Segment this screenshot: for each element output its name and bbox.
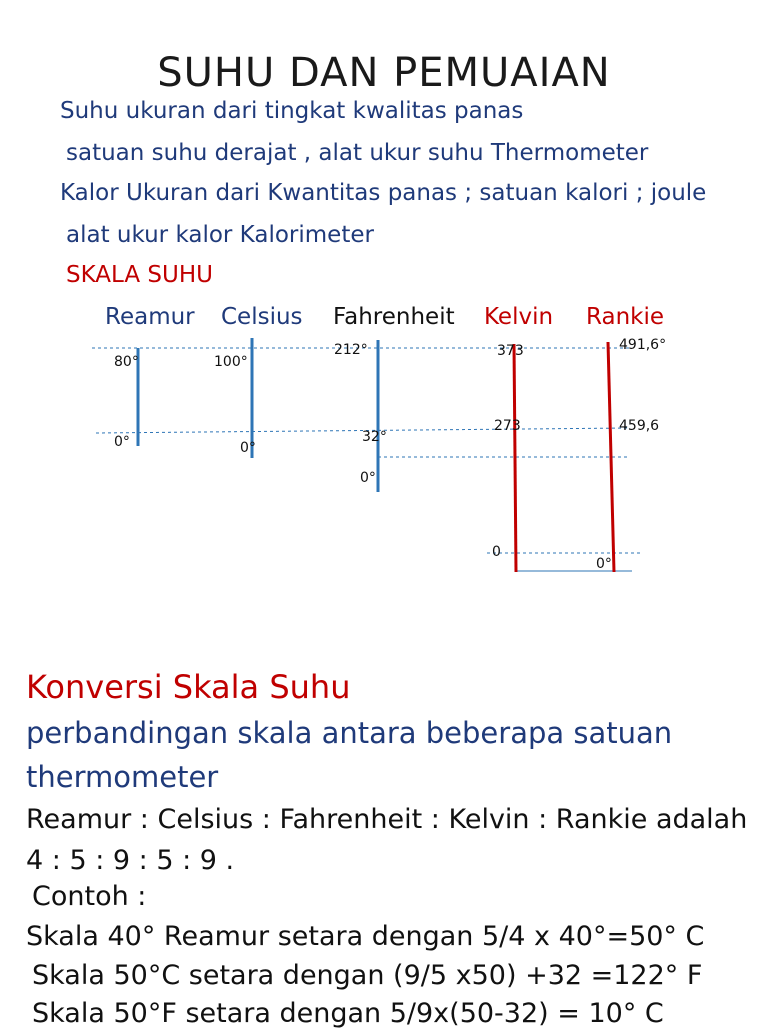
fahrenheit-bottom-label: 0° <box>360 470 376 486</box>
reamur-header: Reamur <box>105 304 195 330</box>
intro-line-2: satuan suhu derajat , alat ukur suhu Thermometer <box>66 140 649 166</box>
kelvin-header: Kelvin <box>484 304 554 330</box>
kelvin-top-label: 373 <box>497 343 524 359</box>
kelvin-bottom-label: 0 <box>492 544 501 560</box>
fahrenheit-header: Fahrenheit <box>333 304 455 330</box>
fahrenheit-mid-label: 32° <box>362 429 387 445</box>
example-2: Skala 50°C setara dengan (9/5 x50) +32 =122° F <box>32 960 703 991</box>
rankie-bottom-label: 0° <box>596 556 612 572</box>
ratio-line-1: Reamur : Celsius : Fahrenheit : Kelvin : Rankie adalah <box>26 804 748 835</box>
example-label: Contoh : <box>32 881 147 912</box>
kelvin-mid-label: 273 <box>494 418 521 434</box>
example-1: Skala 40° Reamur setara dengan 5/4 x 40°=50° C <box>26 921 705 952</box>
celsius-top-label: 100° <box>214 354 248 370</box>
celsius-header: Celsius <box>221 304 303 330</box>
page-title: SUHU DAN PEMUAIAN <box>157 50 611 96</box>
example-3: Skala 50°F setara dengan 5/9x(50-32) = 10° C <box>32 998 664 1029</box>
conversion-desc-2: thermometer <box>26 760 219 794</box>
intro-line-3: Kalor Ukuran dari Kwantitas panas ; satuan kalori ; joule <box>60 180 707 206</box>
conversion-desc-1: perbandingan skala antara beberapa satuan <box>26 716 673 750</box>
intro-line-4: alat ukur kalor Kalorimeter <box>66 222 374 248</box>
ratio-line-2: 4 : 5 : 9 : 5 : 9 . <box>26 845 235 876</box>
rankie-mid-label: 459,6 <box>619 418 660 434</box>
fahrenheit-top-label: 212° <box>334 342 368 358</box>
conversion-heading: Konversi Skala Suhu <box>26 668 351 706</box>
reamur-top-label: 80° <box>114 354 139 370</box>
reamur-bottom-label: 0° <box>114 434 130 450</box>
celsius-bottom-label: 0° <box>240 440 256 456</box>
scale-heading: SKALA SUHU <box>66 262 213 288</box>
rankie-top-label: 491,6° <box>619 337 667 353</box>
rankie-header: Rankie <box>586 304 665 330</box>
intro-line-1: Suhu ukuran dari tingkat kwalitas panas <box>60 98 524 124</box>
kelvin-bar <box>514 344 516 572</box>
